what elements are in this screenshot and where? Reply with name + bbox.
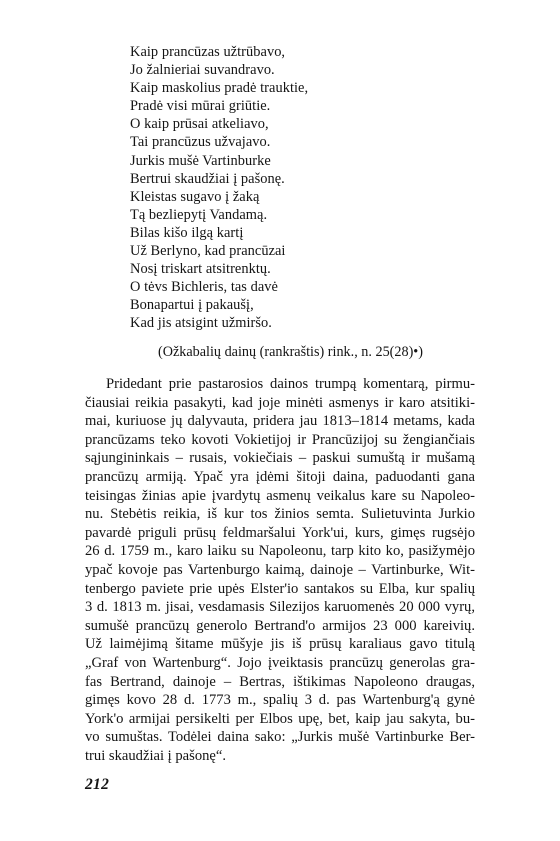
poem-line: Už Berlyno, kad prancūzai <box>130 243 286 260</box>
commentary-line: trui skaudžiai į pašonę“. <box>85 747 227 764</box>
commentary-line: gimęs kovo 28 d. 1773 m., spalių 3 d. pas Wartenburg'ą gynė <box>85 692 475 709</box>
commentary-line: prancūzų armiją. Ypač yra įdėmi šitoji daina, paduodanti gana <box>85 468 475 485</box>
poem-line: Kleistas sugavo į žaką <box>130 188 260 205</box>
page-number: 212 <box>85 776 110 793</box>
commentary-line: fas Bertrand, dainoje – Bertras, ištikimas Napoleono draugas, <box>85 673 475 690</box>
poem-line: O kaip prūsai atkeliavo, <box>130 116 269 133</box>
commentary-line: 26 d. 1759 m., karo laiku su Napoleonu, tarp kito ko, pasižymėjo <box>85 543 475 560</box>
commentary-line: čiausiai reikia pasakyti, kad joje minėti asmenys ir karo atsitiki- <box>85 394 475 411</box>
poem-line: Kaip prancūzas užtrūbavo, <box>130 44 286 60</box>
poem-line: Tą bezliepytį Vandamą. <box>130 206 268 223</box>
commentary-line: sąjungininkais – rusais, vokiečiais – paskui sumuštą ir mušamą <box>85 450 475 467</box>
commentary-line: sumušė prancūzų generolo Bertrand'o armijos 23 000 kareivių. <box>85 617 475 634</box>
poem-line: Bertrui skaudžiai į pašonę. <box>130 170 285 187</box>
poem-line: O tėvs Bichleris, tas davė <box>130 279 278 296</box>
poem-line: Nosį triskart atsitrenktų. <box>130 261 271 278</box>
commentary-line: tenbergo paviete prie upės Elster'io santakos su Elba, kur spalių <box>85 580 475 597</box>
commentary-line: ypač kovoje pas Vartenburgo kaimą, dainoje – Vartinburke, Wit- <box>85 561 475 578</box>
commentary-line: York'o armijai persikelti per Elbos upę, bet, kaip jau sakyta, bu- <box>85 710 475 727</box>
poem-line: Tai prancūzus užvajavo. <box>130 134 271 151</box>
commentary-line: prancūzams teko kovoti Vokietijoj ir Prancūzijoj su žengiančiais <box>85 431 475 448</box>
commentary-line: Už laimėjimą šitame mūšyje jis iš prūsų karaliaus gavo titulą <box>85 636 475 653</box>
commentary-line: vo sumuštas. Todėlei daina sako: „Jurkis mušė Vartinburke Ber- <box>85 729 475 746</box>
commentary-line: 3 d. 1813 m. jisai, vesdamasis Silezijos karuomenės 20 000 vyrų, <box>85 599 475 616</box>
poem-line: Bilas kišo ilgą kartį <box>130 224 244 241</box>
poem-line: Jo žalnieriai suvandravo. <box>130 62 275 79</box>
poem-line: Kad jis atsigint užmiršo. <box>130 315 272 332</box>
commentary-line: nu. Stebėtis reikia, iš kur tos žinios semta. Sulietuvinta Jurkio <box>85 506 475 523</box>
poem-line: Jurkis mušė Vartinburke <box>130 152 271 169</box>
commentary-line: pavardė priguli prūsų feldmaršalui York'ui, kurs, gimęs rugsėjo <box>85 524 475 541</box>
folk-song-poem <box>130 43 470 333</box>
commentary-line: „Graf von Wartenburg“. Jojo įveiktasis prancūzų generolas gra- <box>85 654 475 671</box>
poem-line: Kaip maskolius pradė trauktie, <box>130 80 309 97</box>
commentary-line: teisingas žinias apie įvardytų asmenų veikalus kare su Napoleo- <box>85 487 475 504</box>
poem-source-citation: (Ožkabalių dainų (rankraštis) rink., n. 25(28)•) <box>158 344 423 360</box>
poem-line: Pradė visi mūrai griūtie. <box>130 98 271 115</box>
poem-line: Bonapartui į pakaušį, <box>130 297 254 314</box>
commentary-line: Pridedant prie pastarosios dainos trumpą komentarą, pirmu- <box>106 376 475 392</box>
commentary-line: mai, kuriuose jų dalyvauta, pridera jau 1813–1814 metams, kada <box>85 413 475 430</box>
